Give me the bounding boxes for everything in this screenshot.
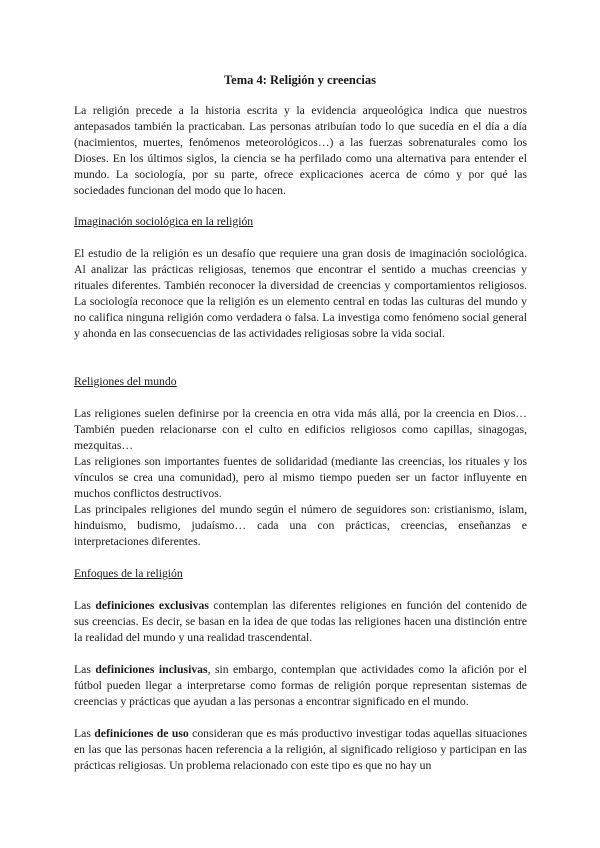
text-segment: , sin embargo, contemplan que actividades como la afición por el fútbol pueden llegar a interpretarse como formas de religión porque representan sistemas de creencias y prácticas que ayudan a las personas a encontrar significado en el mundo. xyxy=(74,663,527,708)
paragraph-religiones-3: Las principales religiones del mundo según el número de seguidores son: cristianismo, islam, hinduismo, budismo, judaísmo… cada una con prácticas, creencias, enseñanzas e interpretaciones diferentes. xyxy=(74,503,527,548)
intro-paragraph: La religión precede a la historia escrita y la evidencia arqueológica indica que nuestros antepasados también la practicaban. Las personas atribuían todo lo que sucedía en el día a día (nacimientos, muertes, fenómenos meteorológicos…) a las fuerzas sobrenaturales como los Dioses. En los últimos siglos, la ciencia se ha perfilado como una alternativa para entender el mundo. La sociología, por su parte, ofrece explicaciones acerca de cómo y por qué las sociedades funcionan del modo que lo hacen. xyxy=(74,104,527,197)
paragraph-religiones-2: Las religiones son importantes fuentes de solidaridad (mediante las creencias, los rituales y los vínculos se crea una comunidad), pero al mismo tiempo pueden ser un factor influyente en muchos conflictos destructivos. xyxy=(74,455,527,500)
paragraph-definiciones-exclusivas xyxy=(74,598,527,646)
page-title: Tema 4: Religión y creencias xyxy=(223,73,377,87)
section-heading-enfoques: Enfoques de la religión xyxy=(74,567,183,580)
text-segment: Las xyxy=(74,727,95,740)
section-heading-imaginacion: Imaginación sociológica en la religión xyxy=(74,215,254,228)
term-inclusivas: definiciones inclusivas xyxy=(95,663,208,676)
term-uso: definiciones de uso xyxy=(94,727,189,740)
paragraph-imaginacion: El estudio de la religión es un desafío que requiere una gran dosis de imaginación sociológica. Al analizar las prácticas religiosas, tenemos que encontrar el sentido a muchas creencias y rituales diferentes. También reconocer la diversidad de creencias y comportamientos religiosos. La sociología reconoce que la religión es un elemento central en todas las culturas del mundo y no califica ninguna religión como verdadera o falsa. La investiga como fenómeno social general y ahonda en las consecuencias de las actividades religiosas sobre la vida social. xyxy=(74,247,527,340)
text-segment: consideran que es más productivo investigar todas aquellas situaciones en las que las personas hacen referencia a la religión, al significado religioso y participan en las prácticas religiosas. Un problema relacionado con este tipo es que no hay un xyxy=(74,727,528,772)
section-heading-religiones: Religiones del mundo xyxy=(74,375,177,388)
text-segment: Las xyxy=(74,599,96,612)
paragraph-definiciones-uso xyxy=(74,726,527,774)
text-segment: contemplan las diferentes religiones en función del contenido de sus creencias. Es decir, se basan en la idea de que todas las religiones hacen una distinción entre la realidad del mundo y una realidad trascendental. xyxy=(74,599,527,644)
paragraph-religiones-1: Las religiones suelen definirse por la creencia en otra vida más allá, por la creencia en Dios… También pueden relacionarse con el culto en edificios religiosos como capillas, sinagogas, mezquitas… xyxy=(74,407,527,452)
paragraph-definiciones-inclusivas xyxy=(74,662,527,710)
text-segment: Las xyxy=(74,663,96,676)
term-exclusivas: definiciones exclusivas xyxy=(95,599,209,612)
